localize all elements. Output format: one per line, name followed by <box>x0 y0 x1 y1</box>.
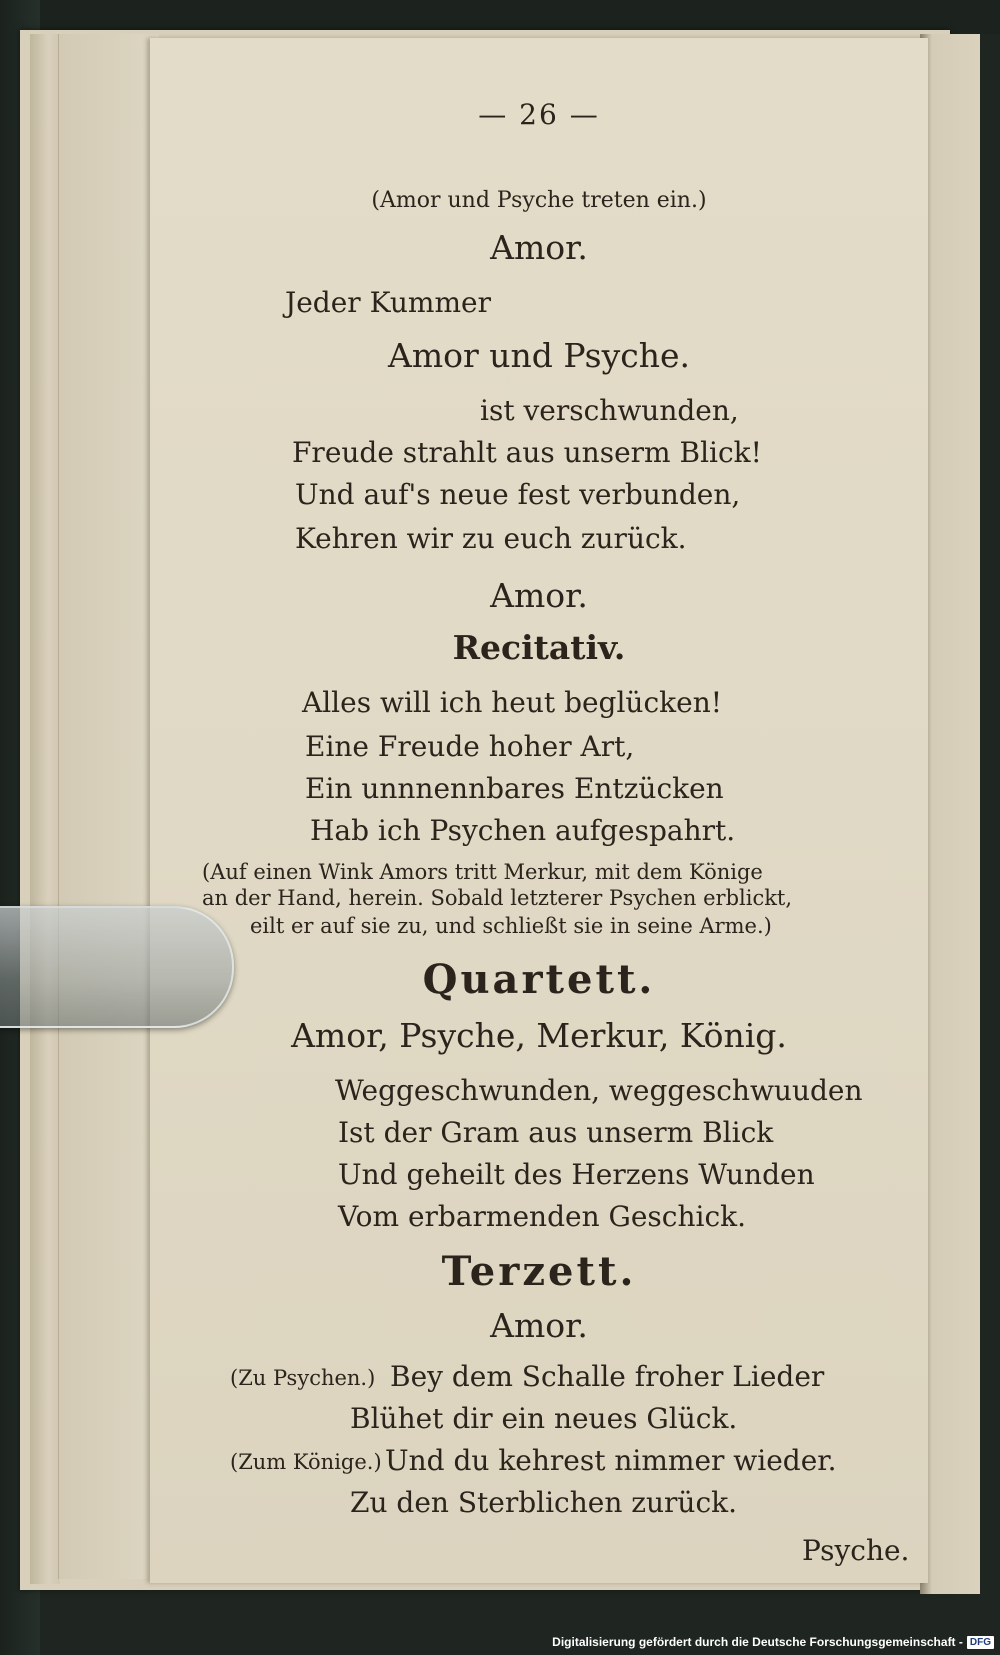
verse-line: Kehren wir zu euch zurück. <box>295 522 687 555</box>
speaker-name: Amor und Psyche. <box>387 336 691 375</box>
book-page <box>150 38 928 1583</box>
verse-line: Bey dem Schalle froher Lieder <box>390 1360 825 1393</box>
verse-line: Und du kehrest nimmer wieder. <box>385 1444 837 1477</box>
section-heading: Terzett. <box>441 1248 637 1295</box>
verse-line: Und geheilt des Herzens Wunden <box>338 1158 815 1191</box>
stage-direction: eilt er auf sie zu, und schließt sie in seine Arme.) <box>250 914 772 938</box>
dfg-logo: DFG <box>967 1636 994 1649</box>
verse-line: Blühet dir ein neues Glück. <box>350 1402 738 1435</box>
page-stack-edge <box>30 34 60 1584</box>
speaker-name: Amor. <box>490 576 588 615</box>
speaker-name: Amor, Psyche, Merkur, König. <box>291 1016 787 1055</box>
next-page-edge <box>920 34 980 1594</box>
verse-line: Weggeschwunden, weggeschwuuden <box>335 1074 863 1107</box>
footer-text: Digitalisierung gefördert durch die Deutsche Forschungsgemeinschaft - <box>552 1635 963 1649</box>
section-heading: Quartett. <box>422 956 656 1003</box>
verse-line: Alles will ich heut beglücken! <box>302 686 722 719</box>
page-number: — 26 — <box>478 98 600 131</box>
page-stack-edge-inner <box>58 34 159 1579</box>
verse-line: Zu den Sterblichen zurück. <box>350 1486 738 1519</box>
verse-line: Vom erbarmenden Geschick. <box>338 1200 747 1233</box>
footer-credit <box>552 1633 994 1651</box>
scanner-background-top <box>0 0 1000 34</box>
stage-direction: an der Hand, herein. Sobald letzterer Psychen erblickt, <box>202 886 793 910</box>
verse-line: Und auf's neue fest verbunden, <box>295 478 741 511</box>
stage-direction: (Auf einen Wink Amors tritt Merkur, mit dem Könige <box>202 860 763 884</box>
verse-line: Ein unnnennbares Entzücken <box>305 772 724 805</box>
stage-direction: (Zum Könige.) <box>230 1450 382 1474</box>
stage-direction: (Amor und Psyche treten ein.) <box>371 188 707 213</box>
verse-line: Ist der Gram aus unserm Blick <box>338 1116 774 1149</box>
section-heading: Recitativ. <box>452 628 626 667</box>
speaker-name: Amor. <box>490 228 588 267</box>
catchword: Psyche. <box>802 1534 910 1567</box>
page-holder-clip <box>0 906 234 1028</box>
verse-line: Jeder Kummer <box>285 286 491 319</box>
verse-line: ist verschwunden, <box>480 394 739 427</box>
verse-line: Eine Freude hoher Art, <box>305 730 635 763</box>
speaker-name: Amor. <box>490 1306 588 1345</box>
stage-direction: (Zu Psychen.) <box>230 1366 376 1390</box>
verse-line: Hab ich Psychen aufgespahrt. <box>310 814 736 847</box>
verse-line: Freude strahlt aus unserm Blick! <box>292 436 762 469</box>
